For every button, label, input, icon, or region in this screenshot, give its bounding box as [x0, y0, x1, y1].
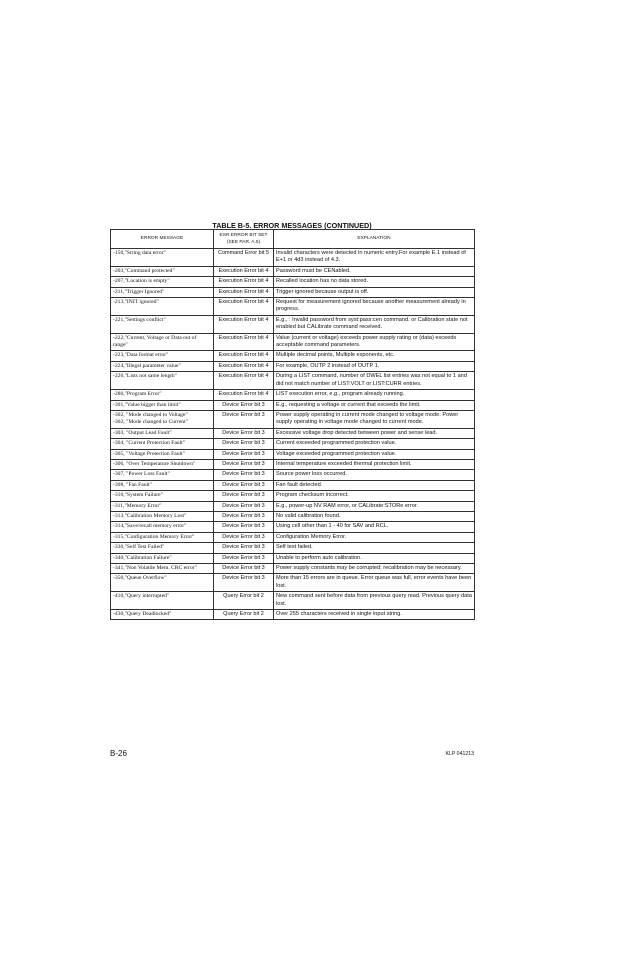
esr-bit-cell: Execution Error bit 4: [214, 361, 274, 371]
table-header-row: [111, 230, 475, 249]
error-message-text: -280,"Program Error": [113, 391, 162, 398]
header-explanation: EXPLANATION: [274, 230, 475, 249]
esr-bit-cell: Device Error bit 3: [214, 543, 274, 553]
error-message-text: -307, "Power Loss Fault": [113, 471, 170, 478]
esr-bit-cell: Query Error bit 2: [214, 592, 274, 610]
error-message-text: -223,"Data format error": [113, 352, 169, 359]
explanation-cell: Program checksum incorrect.: [274, 491, 475, 501]
explanation-cell: E.g., : Invalid password from syst:pass:cen command. or Calibration state not enabled but CALibrate command received.: [274, 315, 475, 333]
table-row: [111, 553, 475, 563]
error-message-text: -226,"Lists not same length": [113, 373, 177, 380]
explanation-cell: Source power loss occurred.: [274, 470, 475, 480]
table-row: [111, 511, 475, 521]
error-message-text: -222,"Current, Voltage or Data out of range": [113, 334, 197, 349]
esr-bit-cell: Query Error bit 2: [214, 610, 274, 620]
table-row: [111, 333, 475, 351]
esr-bit-cell: Device Error bit 3: [214, 459, 274, 469]
table-row: [111, 249, 475, 267]
error-message-cell: [111, 315, 214, 333]
explanation-cell: During a LIST command, number of DWEL list entries was not equal to 1 and did not match number of LIST:VOLT or LIST:CURR entries.: [274, 372, 475, 390]
error-message-cell: [111, 428, 214, 438]
esr-bit-cell: Device Error bit 3: [214, 522, 274, 532]
error-message-text: -350,"Queue Overflow": [113, 575, 167, 582]
esr-bit-cell: Device Error bit 3: [214, 439, 274, 449]
explanation-cell: Excessive voltage drop detected between power and sense lead.: [274, 428, 475, 438]
explanation-cell: No valid calibration found.: [274, 511, 475, 521]
explanation-cell: E.g., power-up NV RAM error, or CALibrate:STORe error.: [274, 501, 475, 511]
esr-bit-cell: Device Error bit 3: [214, 501, 274, 511]
error-message-cell: [111, 592, 214, 610]
header-esr-line1: ESR ERROR BIT SET: [219, 232, 268, 238]
table-row: [111, 574, 475, 592]
explanation-cell: Self test failed.: [274, 543, 475, 553]
esr-bit-cell: Execution Error bit 4: [214, 266, 274, 276]
error-message-text: -305, "Voltage Protection Fault": [113, 450, 185, 457]
error-message-cell: [111, 287, 214, 297]
esr-bit-cell: Execution Error bit 4: [214, 298, 274, 316]
error-message-text: -213,"INIT ignored": [113, 299, 159, 306]
explanation-cell: Power supply operating in current mode changed to voltage mode. Power supply operating in voltage mode changed to current mode.: [274, 410, 475, 428]
table-row: [111, 480, 475, 490]
explanation-cell: Power supply constants may be corrupted; recalibration may be necessary.: [274, 564, 475, 574]
explanation-cell: Voltage exceeded programmed protection value.: [274, 449, 475, 459]
esr-bit-cell: Device Error bit 3: [214, 574, 274, 592]
error-messages-table: [110, 229, 475, 620]
document-id: KLP 041213: [445, 751, 474, 757]
error-message-text: -310,"System Failure": [113, 492, 163, 499]
explanation-cell: Recalled location has no data stored.: [274, 277, 475, 287]
error-message-text: -304, "Current Protection Fault": [113, 440, 185, 447]
esr-bit-cell: Execution Error bit 4: [214, 287, 274, 297]
esr-bit-cell: Device Error bit 3: [214, 449, 274, 459]
error-message-cell: [111, 522, 214, 532]
error-message-cell: [111, 351, 214, 361]
error-message-text: -150,"String data error": [113, 250, 166, 256]
error-message-cell: [111, 266, 214, 276]
error-message-text: -207,"Location is empty": [113, 278, 170, 285]
table-row: [111, 610, 475, 620]
esr-bit-cell: Command Error bit 5: [214, 249, 274, 267]
error-message-text: -315,"Configuration Memory Error": [113, 533, 195, 540]
table-row: [111, 449, 475, 459]
explanation-cell: Value (current or voltage) exceeds power supply rating or (data) exceeds acceptable command parameters.: [274, 333, 475, 351]
error-message-cell: [111, 410, 214, 428]
error-message-cell: [111, 501, 214, 511]
esr-bit-cell: Execution Error bit 4: [214, 390, 274, 400]
esr-bit-cell: Execution Error bit 4: [214, 277, 274, 287]
table-row: [111, 266, 475, 276]
table-row: [111, 287, 475, 297]
esr-bit-cell: Device Error bit 3: [214, 491, 274, 501]
explanation-cell: E.g., requesting a voltage or current that exceeds the limit.: [274, 400, 475, 410]
page-number: B-26: [110, 749, 127, 758]
error-message-text: -311,"Memory Error": [113, 502, 162, 509]
error-message-cell: [111, 372, 214, 390]
explanation-cell: Configuration Memory Error.: [274, 532, 475, 542]
error-message-cell: [111, 400, 214, 410]
table-title: TABLE B-5. ERROR MESSAGES (CONTINUED): [212, 221, 372, 230]
table-row: [111, 470, 475, 480]
table-row: [111, 491, 475, 501]
explanation-cell: For example, OUTP 2 instead of OUTP 1.: [274, 361, 475, 371]
error-message-cell: [111, 459, 214, 469]
error-message-text: -340,"Calibration Failure": [113, 554, 172, 561]
explanation-cell: Request for measurement ignored because another measurement already in progress.: [274, 298, 475, 316]
explanation-cell: Current exceeded programmed protection value.: [274, 439, 475, 449]
esr-bit-cell: Execution Error bit 4: [214, 333, 274, 351]
error-message-text: -303, "Output Lead Fault": [113, 429, 172, 436]
esr-bit-cell: Device Error bit 3: [214, 511, 274, 521]
error-message-text: -308, "Fan Fault": [113, 481, 152, 488]
error-message-text: -410,"Query interrupted": [113, 593, 170, 600]
table-row: [111, 315, 475, 333]
header-error-message: ERROR MESSAGE: [111, 230, 214, 249]
table-row: [111, 400, 475, 410]
error-message-cell: [111, 480, 214, 490]
explanation-cell: Internal temperature exceeded thermal protection limit.: [274, 459, 475, 469]
table-row: [111, 298, 475, 316]
esr-bit-cell: Execution Error bit 4: [214, 372, 274, 390]
explanation-cell: Trigger ignored because output is off.: [274, 287, 475, 297]
table-row: [111, 501, 475, 511]
error-message-text: -341,"Non Volatile Mem. CRC error": [113, 565, 197, 571]
table-row: [111, 351, 475, 361]
error-message-cell: [111, 298, 214, 316]
esr-bit-cell: Device Error bit 3: [214, 428, 274, 438]
error-message-cell: [111, 574, 214, 592]
table-row: [111, 410, 475, 428]
error-message-cell: [111, 543, 214, 553]
table-row: [111, 439, 475, 449]
explanation-cell: Over 255 characters received in single input string.: [274, 610, 475, 620]
table-row: [111, 372, 475, 390]
esr-bit-cell: Device Error bit 3: [214, 410, 274, 428]
error-message-text: -224,"Illegal parameter value": [113, 362, 181, 369]
esr-bit-cell: Device Error bit 3: [214, 553, 274, 563]
error-message-cell: [111, 390, 214, 400]
header-esr-line2: (SEE PAR. A.5): [226, 240, 261, 245]
explanation-cell: More than 15 errors are in queue. Error queue was full, error events have been lost.: [274, 574, 475, 592]
error-message-text: -430,"Query Deadlocked": [113, 611, 172, 618]
error-message-text: -330,"Self Test Failed": [113, 544, 165, 551]
table-row: [111, 428, 475, 438]
table-row: [111, 361, 475, 371]
table-row: [111, 543, 475, 553]
explanation-cell: New command sent before data from previous query read. Previous query data lost.: [274, 592, 475, 610]
error-message-cell: [111, 564, 214, 574]
error-message-cell: [111, 491, 214, 501]
explanation-cell: LIST execution error, e.g., program already running.: [274, 390, 475, 400]
table-row: [111, 592, 475, 610]
error-message-cell: [111, 532, 214, 542]
error-message-text: -203,"Command protected": [113, 267, 175, 274]
table-row: [111, 277, 475, 287]
error-message-cell: [111, 249, 214, 267]
explanation-cell: Password must be CENabled.: [274, 266, 475, 276]
esr-bit-cell: Execution Error bit 4: [214, 315, 274, 333]
error-message-text: -313,"Calibration Memory Lost": [113, 512, 187, 519]
explanation-cell: Unable to perform auto calibration.: [274, 553, 475, 563]
error-message-cell: [111, 610, 214, 620]
error-message-cell: [111, 277, 214, 287]
error-message-text: -302, "Mode changed to Voltage": [113, 411, 188, 418]
table-row: [111, 390, 475, 400]
esr-bit-cell: Device Error bit 3: [214, 480, 274, 490]
error-message-text: -306, "Over Temperature Shutdown": [113, 460, 196, 467]
esr-bit-cell: Device Error bit 3: [214, 532, 274, 542]
explanation-cell: Fan fault detected.: [274, 480, 475, 490]
explanation-cell: Multiple decimal points, Multiple exponents, etc.: [274, 351, 475, 361]
table-row: [111, 522, 475, 532]
table-row: [111, 459, 475, 469]
error-message-text: -302, "Mode changed to Current": [113, 419, 188, 426]
explanation-cell: Using cell other than 1 - 40 for SAV and RCL.: [274, 522, 475, 532]
error-message-cell: [111, 333, 214, 351]
error-message-cell: [111, 449, 214, 459]
explanation-cell: Invalid characters were detected in numeric entry.For example E.1 instead of E+1 or 4d3 instead of 4.3.: [274, 249, 475, 267]
error-message-text: -221,"Settings conflict": [113, 316, 166, 323]
error-message-cell: [111, 439, 214, 449]
error-message-cell: [111, 511, 214, 521]
error-message-text: -301,"Value bigger than limit": [113, 401, 181, 408]
table-row: [111, 564, 475, 574]
esr-bit-cell: Device Error bit 3: [214, 564, 274, 574]
error-message-cell: [111, 361, 214, 371]
error-message-text: -314,"Save/recall memory error": [113, 523, 187, 530]
error-message-cell: [111, 553, 214, 563]
error-message-cell: [111, 470, 214, 480]
error-message-text: -211,"Trigger Ignored": [113, 288, 165, 295]
esr-bit-cell: Execution Error bit 4: [214, 351, 274, 361]
esr-bit-cell: Device Error bit 3: [214, 470, 274, 480]
esr-bit-cell: Device Error bit 3: [214, 400, 274, 410]
table-row: [111, 532, 475, 542]
header-esr-bit: [214, 230, 274, 249]
